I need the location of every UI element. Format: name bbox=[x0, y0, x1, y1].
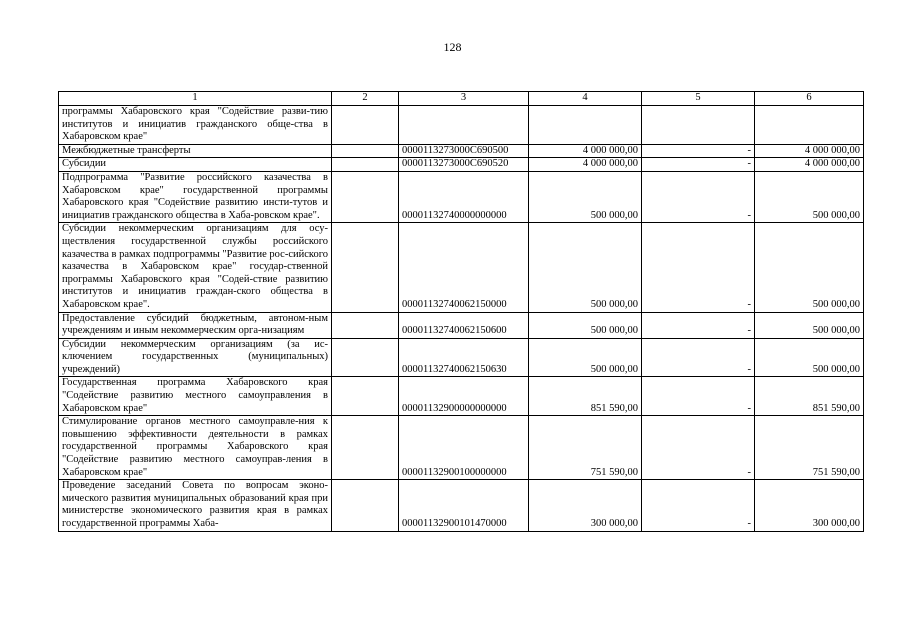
row-col2 bbox=[332, 223, 399, 312]
table-row bbox=[59, 416, 864, 480]
row-amount-5: - bbox=[642, 144, 755, 158]
row-amount-5: - bbox=[642, 377, 755, 416]
table-row bbox=[59, 480, 864, 531]
column-header-4: 4 bbox=[529, 92, 642, 106]
table-header-row bbox=[59, 92, 864, 106]
row-amount-4: 500 000,00 bbox=[529, 338, 642, 377]
row-code: 0000113273000С690500 bbox=[399, 144, 529, 158]
row-col2 bbox=[332, 480, 399, 531]
table-row bbox=[59, 312, 864, 338]
row-amount-5: - bbox=[642, 480, 755, 531]
row-amount-6: 500 000,00 bbox=[755, 312, 864, 338]
row-col2 bbox=[332, 158, 399, 172]
column-header-2: 2 bbox=[332, 92, 399, 106]
row-amount-4: 751 590,00 bbox=[529, 416, 642, 480]
row-amount-6: 500 000,00 bbox=[755, 223, 864, 312]
row-amount-4: 851 590,00 bbox=[529, 377, 642, 416]
column-header-1: 1 bbox=[59, 92, 332, 106]
row-name: Проведение заседаний Совета по вопросам эконо-мического развития муниципальных образований края при министерстве экономического развития края в рамках государственной программы Хаба- bbox=[59, 480, 332, 531]
row-amount-5 bbox=[642, 106, 755, 145]
row-amount-6: 4 000 000,00 bbox=[755, 158, 864, 172]
row-col2 bbox=[332, 377, 399, 416]
table-row bbox=[59, 106, 864, 145]
row-amount-6: 500 000,00 bbox=[755, 171, 864, 222]
row-name: Предоставление субсидий бюджетным, автоном-ным учреждениям и иным некоммерческим орга-низациям bbox=[59, 312, 332, 338]
row-code bbox=[399, 106, 529, 145]
row-amount-6: 4 000 000,00 bbox=[755, 144, 864, 158]
table-row bbox=[59, 338, 864, 377]
row-amount-4: 500 000,00 bbox=[529, 171, 642, 222]
row-amount-4: 4 000 000,00 bbox=[529, 158, 642, 172]
row-name: Государственная программа Хабаровского края "Содействие развитию местного самоуправления в Хабаровском крае" bbox=[59, 377, 332, 416]
row-code: 00001132900101470000 bbox=[399, 480, 529, 531]
row-col2 bbox=[332, 312, 399, 338]
row-col2 bbox=[332, 338, 399, 377]
row-code: 00001132900100000000 bbox=[399, 416, 529, 480]
row-amount-4: 300 000,00 bbox=[529, 480, 642, 531]
row-amount-6: 751 590,00 bbox=[755, 416, 864, 480]
row-code: 00001132740062150630 bbox=[399, 338, 529, 377]
row-code: 00001132900000000000 bbox=[399, 377, 529, 416]
row-name: Стимулирование органов местного самоуправле-ния к повышению эффективности деятельности в рамках государственной программы Хабаровского края "Содействие развитию местного самоуправ-ления в Хабаровском крае" bbox=[59, 416, 332, 480]
row-code: 0000113273000С690520 bbox=[399, 158, 529, 172]
row-amount-6 bbox=[755, 106, 864, 145]
row-amount-5: - bbox=[642, 223, 755, 312]
row-amount-4: 500 000,00 bbox=[529, 223, 642, 312]
row-col2 bbox=[332, 416, 399, 480]
row-col2 bbox=[332, 171, 399, 222]
table-row bbox=[59, 144, 864, 158]
budget-table bbox=[58, 91, 864, 532]
row-code: 00001132740062150000 bbox=[399, 223, 529, 312]
row-name: программы Хабаровского края "Содействие разви-тию институтов и инициатив гражданского обще-ства в Хабаровском крае" bbox=[59, 106, 332, 145]
row-amount-4: 4 000 000,00 bbox=[529, 144, 642, 158]
table-row bbox=[59, 223, 864, 312]
row-name: Субсидии bbox=[59, 158, 332, 172]
row-name: Субсидии некоммерческим организациям для осу-ществления государственной службы российского казачества в рамках подпрограммы "Развитие рос-сийского казачества в Хабаровском крае" государ-ственной программы Хабаровского края "Содей-ствие развитию институтов и инициатив граждан-ского общества в Хабаровском крае". bbox=[59, 223, 332, 312]
row-name: Межбюджетные трансферты bbox=[59, 144, 332, 158]
table-row bbox=[59, 377, 864, 416]
column-header-5: 5 bbox=[642, 92, 755, 106]
row-amount-5: - bbox=[642, 416, 755, 480]
row-amount-4 bbox=[529, 106, 642, 145]
row-amount-5: - bbox=[642, 338, 755, 377]
row-name: Подпрограмма "Развитие российского казачества в Хабаровском крае" государственной программы Хабаровского края "Содействие развитию инсти-тутов и инициатив гражданского общества в Хаба-ровском крае". bbox=[59, 171, 332, 222]
row-col2 bbox=[332, 106, 399, 145]
row-amount-5: - bbox=[642, 312, 755, 338]
row-name: Субсидии некоммерческим организациям (за ис-ключением государственных (муниципальных) учреждений) bbox=[59, 338, 332, 377]
row-amount-6: 300 000,00 bbox=[755, 480, 864, 531]
row-code: 00001132740000000000 bbox=[399, 171, 529, 222]
row-amount-6: 500 000,00 bbox=[755, 338, 864, 377]
row-col2 bbox=[332, 144, 399, 158]
table-row bbox=[59, 171, 864, 222]
row-amount-4: 500 000,00 bbox=[529, 312, 642, 338]
column-header-3: 3 bbox=[399, 92, 529, 106]
row-amount-6: 851 590,00 bbox=[755, 377, 864, 416]
row-code: 00001132740062150600 bbox=[399, 312, 529, 338]
row-amount-5: - bbox=[642, 171, 755, 222]
column-header-6: 6 bbox=[755, 92, 864, 106]
table-row bbox=[59, 158, 864, 172]
page-number: 128 bbox=[443, 40, 462, 54]
row-amount-5: - bbox=[642, 158, 755, 172]
